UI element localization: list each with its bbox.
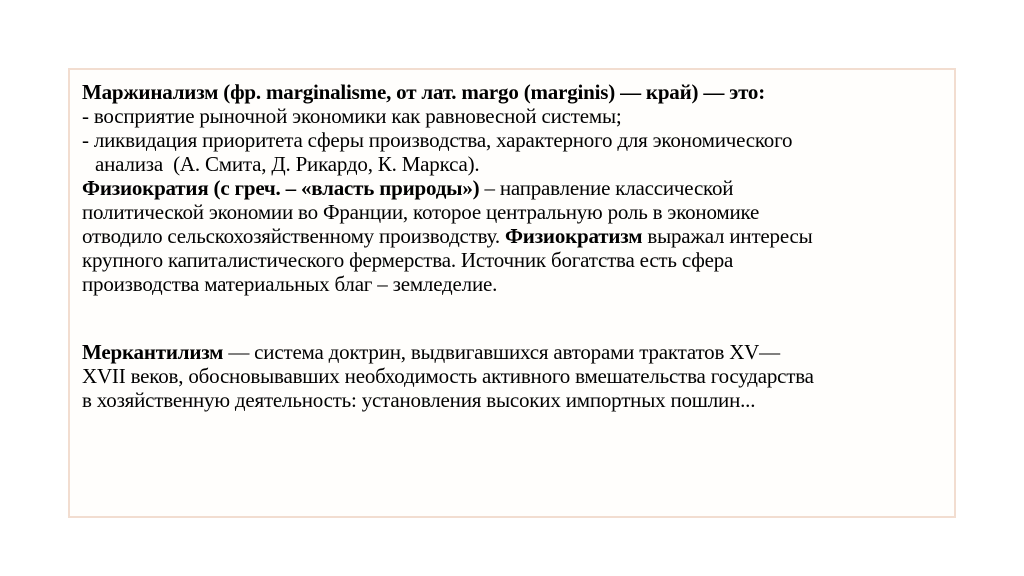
mercantilism-term: Меркантилизм xyxy=(82,340,224,364)
physiocracy-line-5-text: производства материальных благ – земледелие. xyxy=(82,272,498,296)
mercantilism-line-1-rest: — система доктрин, выдвигавшихся авторами трактатов XV— xyxy=(223,340,780,364)
physiocracy-line-3 xyxy=(82,224,942,248)
physiocracy-line-5 xyxy=(82,272,942,296)
mercantilism-section xyxy=(82,340,942,412)
mercantilism-line-3 xyxy=(82,388,942,412)
mercantilism-line-2-text: XVII веков, обосновывавших необходимость активного вмешательства государства xyxy=(82,364,814,388)
physiocracy-line-4 xyxy=(82,248,942,272)
physiocracy-line-3-pre: отводило сельскохозяйственному производству. xyxy=(82,224,505,248)
marginalism-bullet-2-text-1: - ликвидация приоритета сферы производства, характерного для экономического xyxy=(82,128,793,152)
physiocracy-line-1-rest: – направление классической xyxy=(479,176,734,200)
definition-card xyxy=(68,68,956,518)
physiocratism-term: Физиократизм xyxy=(504,224,643,248)
mercantilism-line-3-text: в хозяйственную деятельность: установления высоких импортных пошлин... xyxy=(82,388,756,412)
marginalism-heading xyxy=(82,80,942,104)
marginalism-bullet-2-text-2: анализа (А. Смита, Д. Рикардо, К. Маркса). xyxy=(95,152,480,176)
marginalism-section xyxy=(82,80,942,176)
marginalism-heading-text: Маржинализм (фр. marginalisme, от лат. margo (marginis) — край) — это: xyxy=(82,80,765,104)
marginalism-bullet-2-line-2 xyxy=(82,152,942,176)
physiocracy-line-2-text: политической экономии во Франции, которое центральную роль в экономике xyxy=(82,200,760,224)
mercantilism-line-1 xyxy=(82,340,942,364)
physiocracy-line-3-post: выражал интересы xyxy=(642,224,813,248)
marginalism-bullet-1 xyxy=(82,104,942,128)
physiocracy-line-1 xyxy=(82,176,942,200)
mercantilism-line-2 xyxy=(82,364,942,388)
physiocracy-section xyxy=(82,176,942,296)
marginalism-bullet-2-line-1 xyxy=(82,128,942,152)
physiocracy-term: Физиократия (с греч. – «власть природы») xyxy=(82,176,480,200)
physiocracy-line-4-text: крупного капиталистического фермерства. Источник богатства есть сфера xyxy=(82,248,734,272)
marginalism-bullet-1-text: - восприятие рыночной экономики как равновесной системы; xyxy=(82,104,622,128)
physiocracy-line-2 xyxy=(82,200,942,224)
